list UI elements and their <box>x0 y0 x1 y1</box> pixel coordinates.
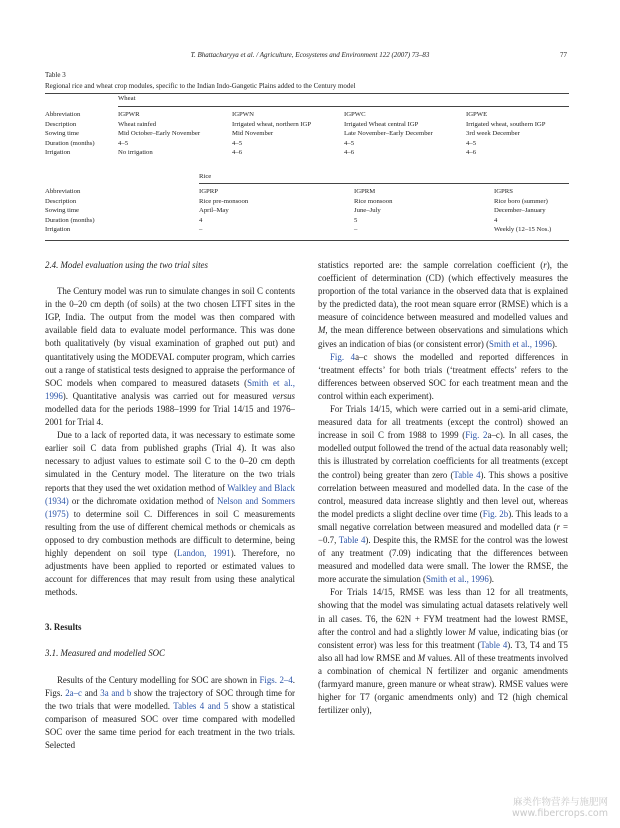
wheat-group-heading: Wheat <box>118 95 136 102</box>
table-row: Sowing time April–May June–July December–January <box>45 207 546 215</box>
table-row: Description Rice pre-monsoon Rice monsoon Rice boro (summer) <box>45 197 548 205</box>
page-number: 77 <box>560 51 567 59</box>
rice-group-rule <box>199 183 569 184</box>
paragraph: For Trials 14/15, which were carried out in a semi-arid climate, measured data for all treatments (except the control) showed an increase in soil C from 1988 to 1999 (Fig. 2a–c). In all cases, the modelled output followed the trend of the actual data reasonably well; this is illustrated by correlation coefficients for all treatments (except the control) being greater than zero (Table 4). This shows a positive correlation between measured and modelled data. In the case of the control, measured data increase slightly and then level out, whereas the model predicts a slight decline over time (Fig. 2b). This leads to a small negative correlation between measured and modelled data (r = −0.7, Table 4). Despite this, the RMSE for the control was the lowest of any treatment (7.09) indicating that the differences between measured and modelled data were small. The lower the RMSE, the more accurate the simulation (Smith et al., 1996). <box>318 404 569 585</box>
paragraph: Fig. 4a–c shows the modelled and reported differences in ‘treatment effects’ for both trials (‘treatment effects’ refers to the differences between observed SOC for each treatment mean and the control within each experiment). <box>318 351 569 401</box>
journal-citation: T. Bhattacharyya et al. / Agriculture, Ecosystems and Environment 122 (2007) 73–83 <box>190 51 430 59</box>
wheat-group-rule <box>118 106 569 107</box>
watermark-text-cn: 麻类作物营养与施肥网 <box>512 797 608 808</box>
figure-link[interactable]: Fig. 4 <box>330 351 356 362</box>
table-row: Irrigation No irrigation 4–6 4–6 4–6 <box>45 149 477 157</box>
table-link[interactable]: Tables 4 and 5 <box>173 700 229 711</box>
table-row: Sowing time Mid October–Early November Mid November Late November–Early December 3rd week December <box>45 130 520 138</box>
citation-link[interactable]: Smith et al., 1996 <box>425 574 489 585</box>
figure-link[interactable]: 3a and b <box>100 687 132 698</box>
paragraph: For Trials 14/15, RMSE was less than 12 for all treatments, showing that the model was simulating actual datasets relatively well in all cases. T6, the 62N + FYM treatment had the lowest RMSE, after the control and had a slightly lower M value, indicating bias (or consistent error) was less for this treatment (Table 4). T3, T4 and T5 also all had low RMSE and M values. All of these treatments involved a combination of chemical N fertilizer and organic amendments (farmyard manure, green manure or wheat straw). RMSE values were higher for T7 (organic amendments only) and T2 (high chemical fertilizer only), <box>318 587 569 716</box>
table-row: Description Wheat rainfed Irrigated wheat, northern IGP Irrigated Wheat central IGP Irrigated wheat, southern IGP <box>45 120 546 128</box>
figure-link[interactable]: Fig. 2b <box>482 508 509 519</box>
section-heading-2-4: 2.4. Model evaluation using the two trial sites <box>45 260 208 270</box>
table-bottom-rule <box>45 240 569 241</box>
citation-link[interactable]: Nelson and Sommers (1975) <box>45 495 295 519</box>
left-text-column <box>45 259 295 752</box>
rice-table <box>45 187 569 235</box>
table-row: Duration (months) 4 5 4 <box>45 216 498 224</box>
right-text-column <box>318 259 568 717</box>
table-link[interactable]: Table 4 <box>480 639 508 650</box>
citation-link[interactable]: Smith et al., 1996 <box>45 377 295 401</box>
section-heading-3-1: 3.1. Measured and modelled SOC <box>45 648 165 659</box>
table-row: Abbreviation IGPWR IGPWN IGPWC IGPWE <box>45 111 488 118</box>
wheat-table <box>45 110 569 158</box>
table-row: Irrigation – – Weekly (12–15 Nos.) <box>45 226 552 234</box>
table-link[interactable]: Table 4 <box>338 534 366 545</box>
paragraph: Due to a lack of reported data, it was necessary to estimate some earlier soil C data from published graphs (Trial 4). It was also necessary to adjust values to estimate soil C to the 0–20 cm depth simulated in the Century model. The literature on the two trials reports that they used the wet oxidation method of Walkley and Black (1934) or the dichromate oxidation method of Nelson and Sommers (1975) to determine soil C. Differences in soil C measurements resulting from the use of different chemical methods or chemicals as opposed to dry combustion methods are difficult to determine, being highly dependent on soil type (Landon, 1991). Therefore, no adjustments have been applied to reported or estimated values to account for differences that may result from using these analytical methods. <box>45 430 295 598</box>
citation-link[interactable]: Walkley and Black (1934) <box>45 482 295 506</box>
table-caption: Regional rice and wheat crop modules, specific to the Indian Indo-Gangetic Plains added to the Century model <box>45 82 356 90</box>
table-row: Duration (months) 4–5 4–5 4–5 4–5 <box>45 139 477 147</box>
running-header <box>0 49 620 61</box>
paragraph: The Century model was run to simulate changes in soil C contents in the 0–20 cm depth (of soils) at the two chosen LTFT sites in the IGP, India. The output from the model was then compared with available field data to evaluate model performance. This was done both qualitatively (by visual examination of graphed out put) and quantitatively using the MODEVAL computer program, which carries out a range of statistical tests designed to appraise the performance of SOC models when compared to measured datasets (Smith et al., 1996). Quantitative analysis was carried out for measured versus modelled data for the periods 1988–1999 for Trial 14/15 and 1976–2001 for Trial 4. <box>45 286 295 428</box>
site-watermark <box>512 797 608 819</box>
paragraph: statistics reported are: the sample correlation coefficient (r), the coefficient of determination (CD) (which effectively measures the proportion of the total variance in the observed data that is explained by the predicted data), the root mean square error (RMSE) which is a measure of coincidence between measured and modelled values and M, the mean difference between observations and simulations which gives an indication of bias (or consistent error) (Smith et al., 1996). <box>318 260 568 349</box>
table-link[interactable]: Table 4 <box>453 469 481 480</box>
table-row: Abbreviation IGPRP IGPRM IGPRS <box>45 188 513 195</box>
figure-link[interactable]: 2a–c <box>65 687 82 698</box>
citation-link[interactable]: Landon, 1991 <box>177 547 231 558</box>
citation-link[interactable]: Smith et al., 1996 <box>489 338 552 349</box>
section-heading-3: 3. Results <box>45 622 82 633</box>
watermark-url: www.fibercrops.com <box>511 808 608 819</box>
paragraph: Results of the Century modelling for SOC are shown in Figs. 2–4. Figs. 2a–c and 3a and b show the trajectory of SOC through time for the two trials that were modelled. Tables 4 and 5 show a statistical comparison of measured SOC over time compared with modelled SOC over the same time period for each treatment in the two trials. Selected <box>45 674 295 750</box>
figure-link[interactable]: Figs. 2–4 <box>259 674 293 685</box>
rice-group-heading: Rice <box>199 173 212 180</box>
table-label: Table 3 <box>45 71 66 79</box>
figure-link[interactable]: Fig. 2 <box>465 430 488 441</box>
